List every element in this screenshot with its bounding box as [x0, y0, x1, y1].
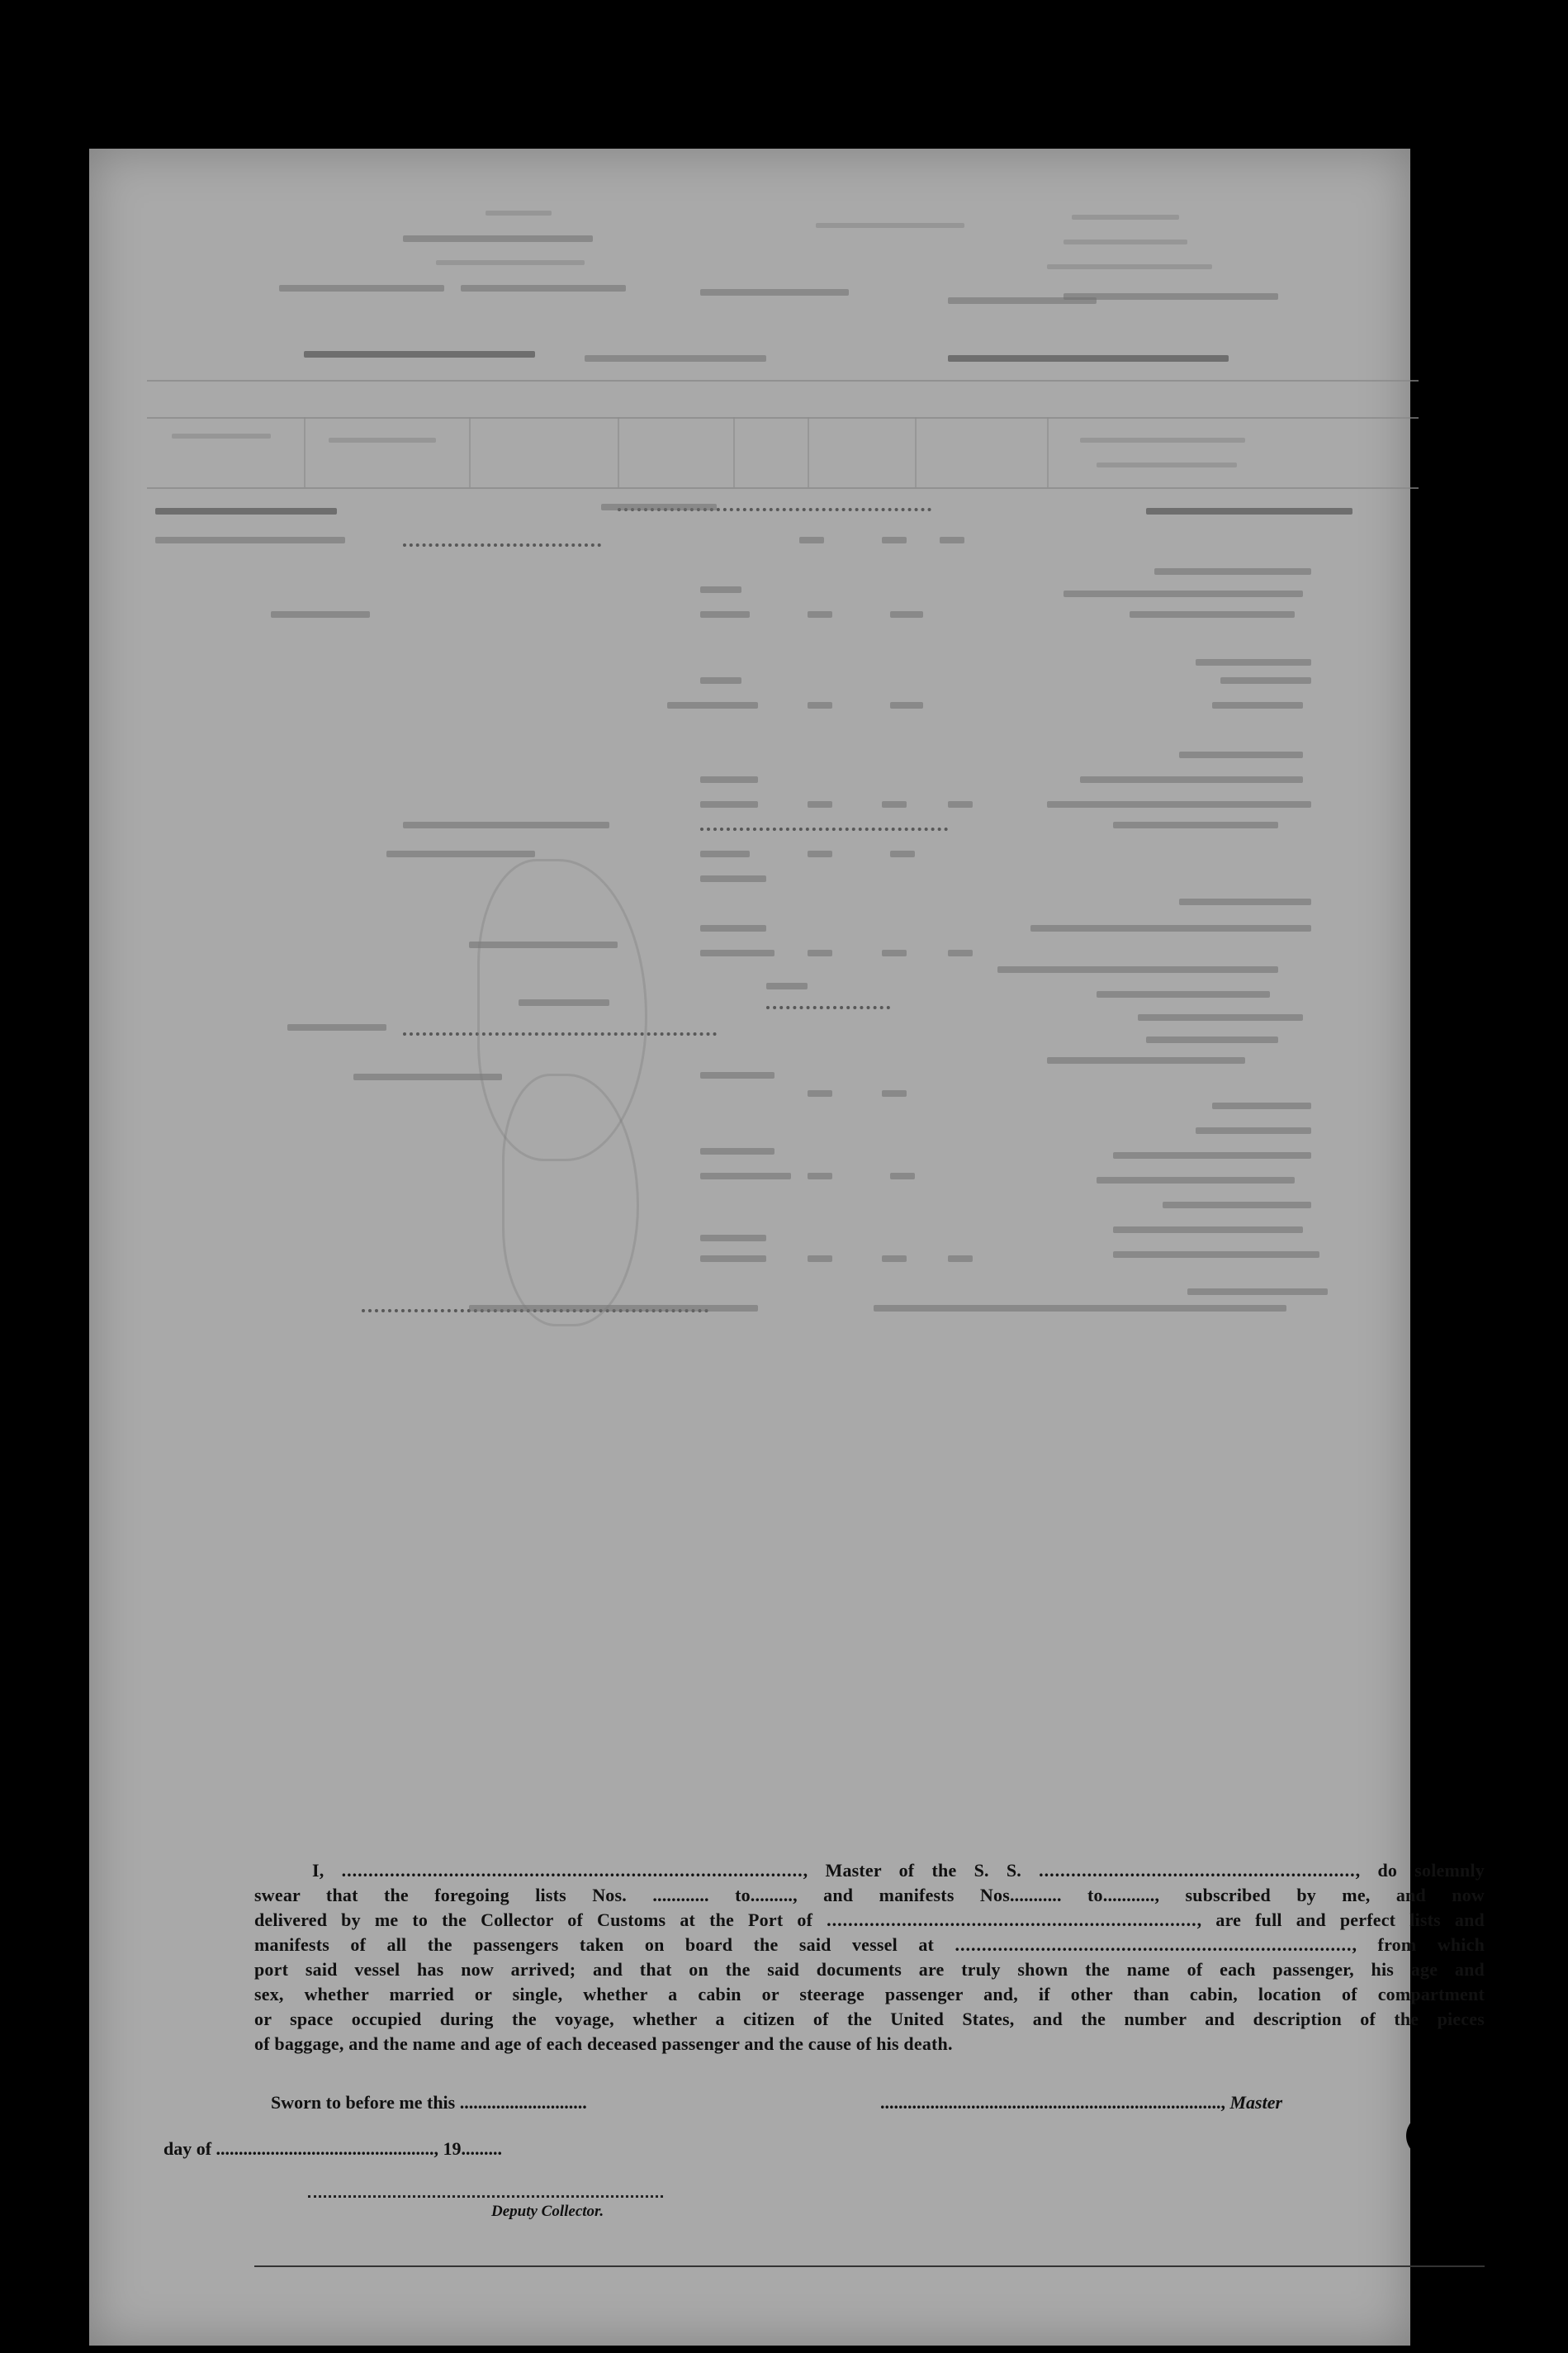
oath-line: or space occupied during the voyage, whether a citizen of the United States, and the number and description of the pieces — [254, 2009, 1485, 2029]
oath-line: port said vessel has now arrived; and that on the said documents are truly shown the name of each passenger, his age and — [254, 1959, 1485, 1980]
oath-line: of baggage, and the name and age of each deceased passenger and the cause of his death. — [254, 2033, 953, 2054]
punch-hole — [1435, 314, 1478, 357]
punch-hole — [1435, 710, 1478, 753]
master-signature-line: ..........................................................................., Master — [880, 2092, 1283, 2113]
bottom-rule — [254, 2265, 1485, 2267]
punch-hole — [1438, 2073, 1481, 2116]
deputy-collector-label: Deputy Collector. — [491, 2203, 604, 2220]
punch-hole — [1435, 1561, 1478, 1604]
punch-hole — [1435, 847, 1478, 889]
day-of-line: day of ................................................, 19......... — [163, 2138, 503, 2159]
punch-hole — [1428, 190, 1471, 233]
master-label: Master — [1229, 2092, 1283, 2113]
oath-line: I, ......................................................................................, Master of the S. S. ..........................................................., do solemnly — [312, 1860, 1485, 1881]
manifest-page — [89, 149, 1485, 2346]
oath-line: manifests of all the passengers taken on board the said vessel at .........................................................................., from which — [254, 1934, 1485, 1955]
oath-line: sex, whether married or single, whether a cabin or steerage passenger and, if other than cabin, location of compartment — [254, 1984, 1485, 2004]
punch-hole — [1406, 2114, 1449, 2157]
sworn-line: Sworn to before me this ............................ — [271, 2092, 587, 2113]
deputy-signature-line — [308, 2195, 663, 2198]
oath-line: swear that the foregoing lists Nos. ............ to........., and manifests Nos........... to..........., subscribed by me, and now — [254, 1885, 1485, 1905]
punch-hole — [1435, 1701, 1478, 1744]
punch-hole — [1435, 1218, 1478, 1261]
oath-line: delivered by me to the Collector of Customs at the Port of ....................................................................., are full and perfect lists and — [254, 1909, 1485, 1930]
master-oath — [254, 1858, 1485, 2057]
